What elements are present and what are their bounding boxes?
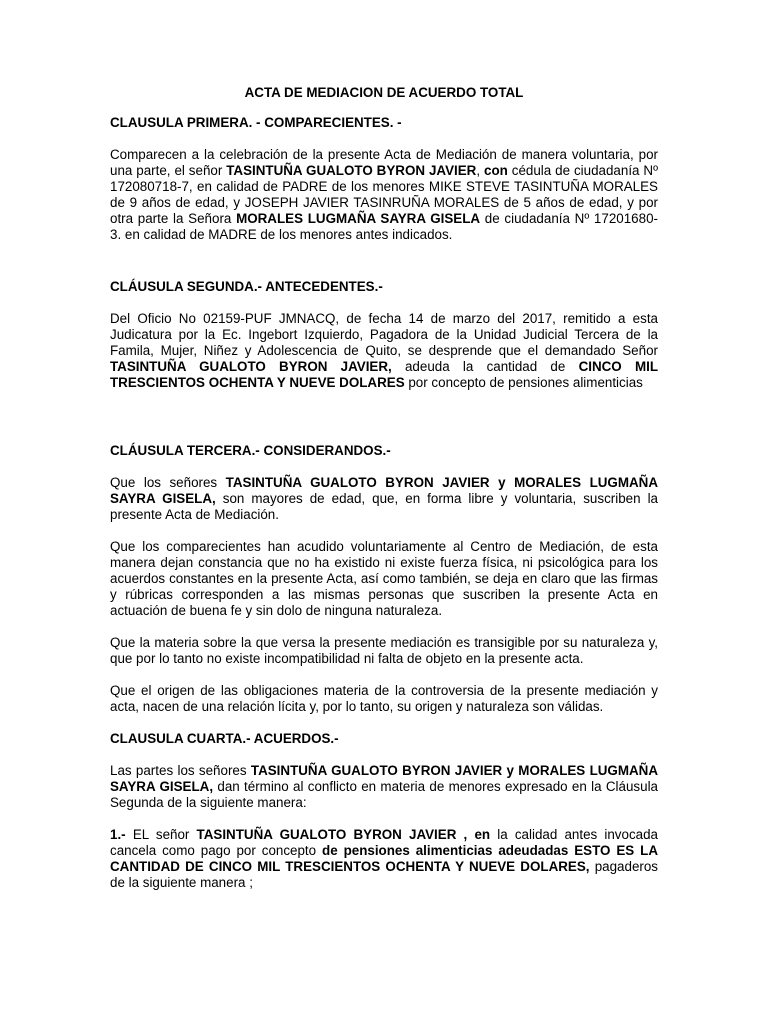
clause-3-paragraph-1: Que los señores TASINTUÑA GUALOTO BYRON JAVIER y MORALES LUGMAÑA SAYRA GISELA, son mayores de edad, que, en forma libre y voluntaria, suscriben la presente Acta de Mediación.	[110, 475, 658, 522]
clause-4-paragraph-1: Las partes los señores TASINTUÑA GUALOTO BYRON JAVIER y MORALES LUGMAÑA SAYRA GISELA, dan término al conflicto en materia de menores expresado en la Cláusula Segunda de la siguiente manera:	[110, 763, 659, 810]
clause-4-paragraph-2: 1.- EL señor TASINTUÑA GUALOTO BYRON JAVIER , en la calidad antes invocada cancela como pago por concepto de pensiones alimenticias adeudadas ESTO ES LA CANTIDAD DE CINCO MIL TRESCIENTOS OCHENTA Y NUEVE DOLARES, pagaderos de la siguiente manera ;	[110, 827, 658, 890]
clause-3-paragraph-2: Que los comparecientes han acudido voluntariamente al Centro de Mediación, de esta manera dejan constancia que no ha existido ni existe fuerza física, ni psicológica para los acuerdos constantes en la presente Acta, así como también, se deja en claro que las firmas y rúbricas corresponden a las mismas personas que suscriben la presente Acta en actuación de buena fe y sin dolo de ninguna naturaleza.	[110, 539, 658, 618]
document-title: ACTA DE MEDIACION DE ACUERDO TOTAL	[244, 85, 524, 100]
clause-2-heading: CLÁUSULA SEGUNDA.- ANTECEDENTES.-	[110, 279, 383, 294]
clause-3-paragraph-3: Que la materia sobre la que versa la presente mediación es transigible por su naturaleza y, que por lo tanto no existe incompatibilidad ni falta de objeto en la presente acta.	[110, 635, 658, 666]
clause-3-paragraph-4: Que el origen de las obligaciones materia de la controversia de la presente mediación y acta, nacen de una relación lícita y, por lo tanto, su origen y naturaleza son válidas.	[110, 683, 658, 714]
clause-2-paragraph: Del Oficio No 02159-PUF JMNACQ, de fecha 14 de marzo del 2017, remitido a esta Judicatura por la Ec. Ingebort Izquierdo, Pagadora de la Unidad Judicial Tercera de la Famila, Mujer, Niñez y Adolescencia de Quito, se desprende que el demandado Señor TASINTUÑA GUALOTO BYRON JAVIER, adeuda la cantidad de CINCO MIL TRESCIENTOS OCHENTA Y NUEVE DOLARES por concepto de pensiones alimenticias	[110, 311, 658, 390]
clause-4-heading: CLAUSULA CUARTA.- ACUERDOS.-	[110, 731, 339, 746]
clause-1-paragraph: Comparecen a la celebración de la presente Acta de Mediación de manera voluntaria, por una parte, el señor TASINTUÑA GUALOTO BYRON JAVIER, con cédula de ciudadanía Nº 172080718-7, en calidad de PADRE de los menores MIKE STEVE TASINTUÑA MORALES de 9 años de edad, y JOSEPH JAVIER TASINRUÑA MORALES de 5 años de edad, y por otra parte la Señora MORALES LUGMAÑA SAYRA GISELA de ciudadanía Nº 17201680-3. en calidad de MADRE de los menores antes indicados.	[110, 147, 658, 242]
document-body	[110, 85, 658, 891]
clause-1-heading: CLAUSULA PRIMERA. - COMPARECIENTES. -	[110, 115, 402, 130]
clause-3-heading: CLÁUSULA TERCERA.- CONSIDERANDOS.-	[110, 443, 391, 458]
